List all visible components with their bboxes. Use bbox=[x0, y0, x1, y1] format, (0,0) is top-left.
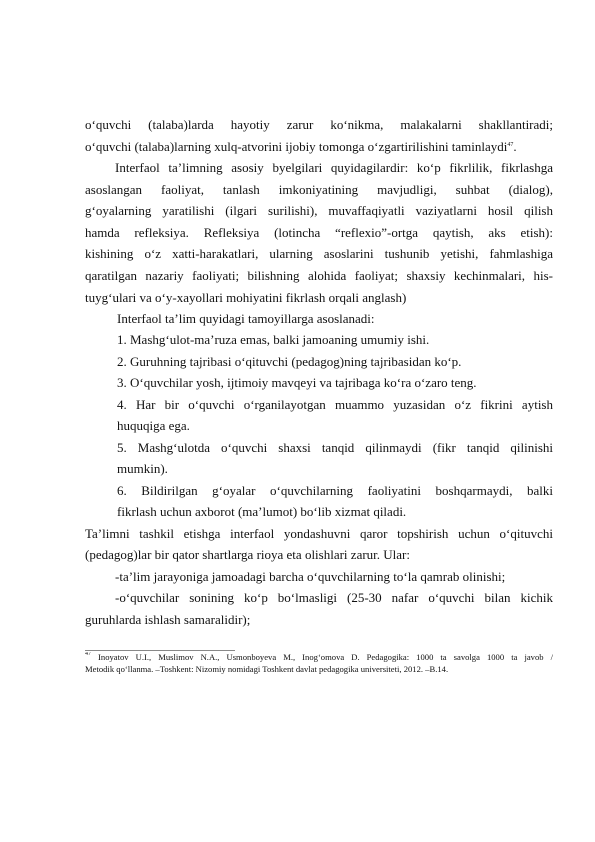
footnote-separator bbox=[85, 650, 235, 651]
footnote-text: Inoyatov U.I., Muslimov N.A., Usmonboyeva M., Inog‘omova D. Pedagogika: 1000 ta savolga 1000 ta javob / bbox=[91, 652, 553, 662]
text-line-end: . bbox=[513, 139, 517, 154]
text-line-content: o‘quvchi (talaba)larning xulq-atvorini ijobiy tomonga o‘zgartirilishini taminlaydi bbox=[85, 139, 508, 154]
footnote-marker: 47 bbox=[85, 652, 91, 657]
list-item: 1. Mashg‘ulot-ma’ruza emas, balki jamoaning umumiy ishi. bbox=[117, 332, 430, 347]
text-line: -ta’lim jarayoniga jamoadagi barcha o‘quvchilarning to‘la qamrab olinishi; bbox=[115, 569, 506, 584]
list-item-continued: fikrlash uchun axborot (ma’lumot) bo‘lib xizmat qiladi. bbox=[117, 504, 407, 519]
text-line bbox=[85, 139, 553, 155]
list-item-continued: huquqiga ega. bbox=[117, 418, 190, 433]
list-item: 4. Har bir o‘quvchi o‘rganilayotgan muammo yuzasidan o‘z fikrini aytish bbox=[117, 397, 553, 412]
footnote-line: Metodik qo‘llanma. –Toshkent: Nizomiy nomidagi Toshkent davlat pedagogika universiteti, 2012. –B.14. bbox=[85, 664, 449, 674]
text-line: qaratilgan nazariy faoliyati; bilishning alohida faoliyat; shaxsiy kechinmalari, his- bbox=[85, 268, 553, 283]
list-item: 5. Mashg‘ulotda o‘quvchi shaxsi tanqid qilinmaydi (fikr tanqid qilinishi bbox=[117, 440, 553, 455]
text-line: hamda refleksiya. Refleksiya (lotincha “reflexio”-ortga qaytish, aks etish): bbox=[85, 225, 553, 240]
footnote-line bbox=[85, 652, 553, 663]
list-item: 6. Bildirilgan g‘oyalar o‘quvchilarning faoliyatini boshqarmaydi, balki bbox=[117, 483, 553, 498]
text-line: o‘quvchi (talaba)larda hayotiy zarur ko‘nikma, malakalarni shakllantiradi; bbox=[85, 117, 553, 132]
list-item: 3. O‘quvchilar yosh, ijtimoiy mavqeyi va tajribaga ko‘ra o‘zaro teng. bbox=[117, 375, 477, 390]
text-line: guruhlarda ishlash samaralidir); bbox=[85, 612, 251, 627]
text-line: kishining o‘z xatti-harakatlari, ularning asoslarini tushunib yetishi, fahmlashiga bbox=[85, 246, 553, 261]
footnote-ref: 47 bbox=[507, 142, 514, 148]
text-line: asoslangan faoliyat, tanlash imkoniyatining mavjudligi, suhbat (dialog), bbox=[85, 182, 553, 197]
list-heading: Interfaol ta’lim quyidagi tamoyillarga asoslanadi: bbox=[117, 311, 375, 326]
text-line: -o‘quvchilar sonining ko‘p bo‘lmasligi (25-30 nafar o‘quvchi bilan kichik bbox=[115, 590, 553, 605]
text-line: (pedagog)lar bir qator shartlarga rioya eta olishlari zarur. Ular: bbox=[85, 547, 410, 562]
text-line: g‘oyalarning yaratilishi (ilgari surilishi), muvaffaqiyatli vaziyatlarni hosil qilish bbox=[85, 203, 553, 218]
paragraph-first-line: Interfaol ta’limning asosiy byelgilari quyidagilardir: ko‘p fikrlilik, fikrlashga bbox=[115, 160, 553, 175]
list-item-continued: mumkin). bbox=[117, 461, 168, 476]
list-item: 2. Guruhning tajribasi o‘qituvchi (pedagog)ning tajribasidan ko‘p. bbox=[117, 354, 462, 369]
text-line: Ta’limni tashkil etishga interfaol yondashuvni qaror topshirish uchun o‘qituvchi bbox=[85, 526, 553, 541]
text-line: tuyg‘ulari va o‘y-xayollari mohiyatini fikrlash orqali anglash) bbox=[85, 290, 407, 305]
